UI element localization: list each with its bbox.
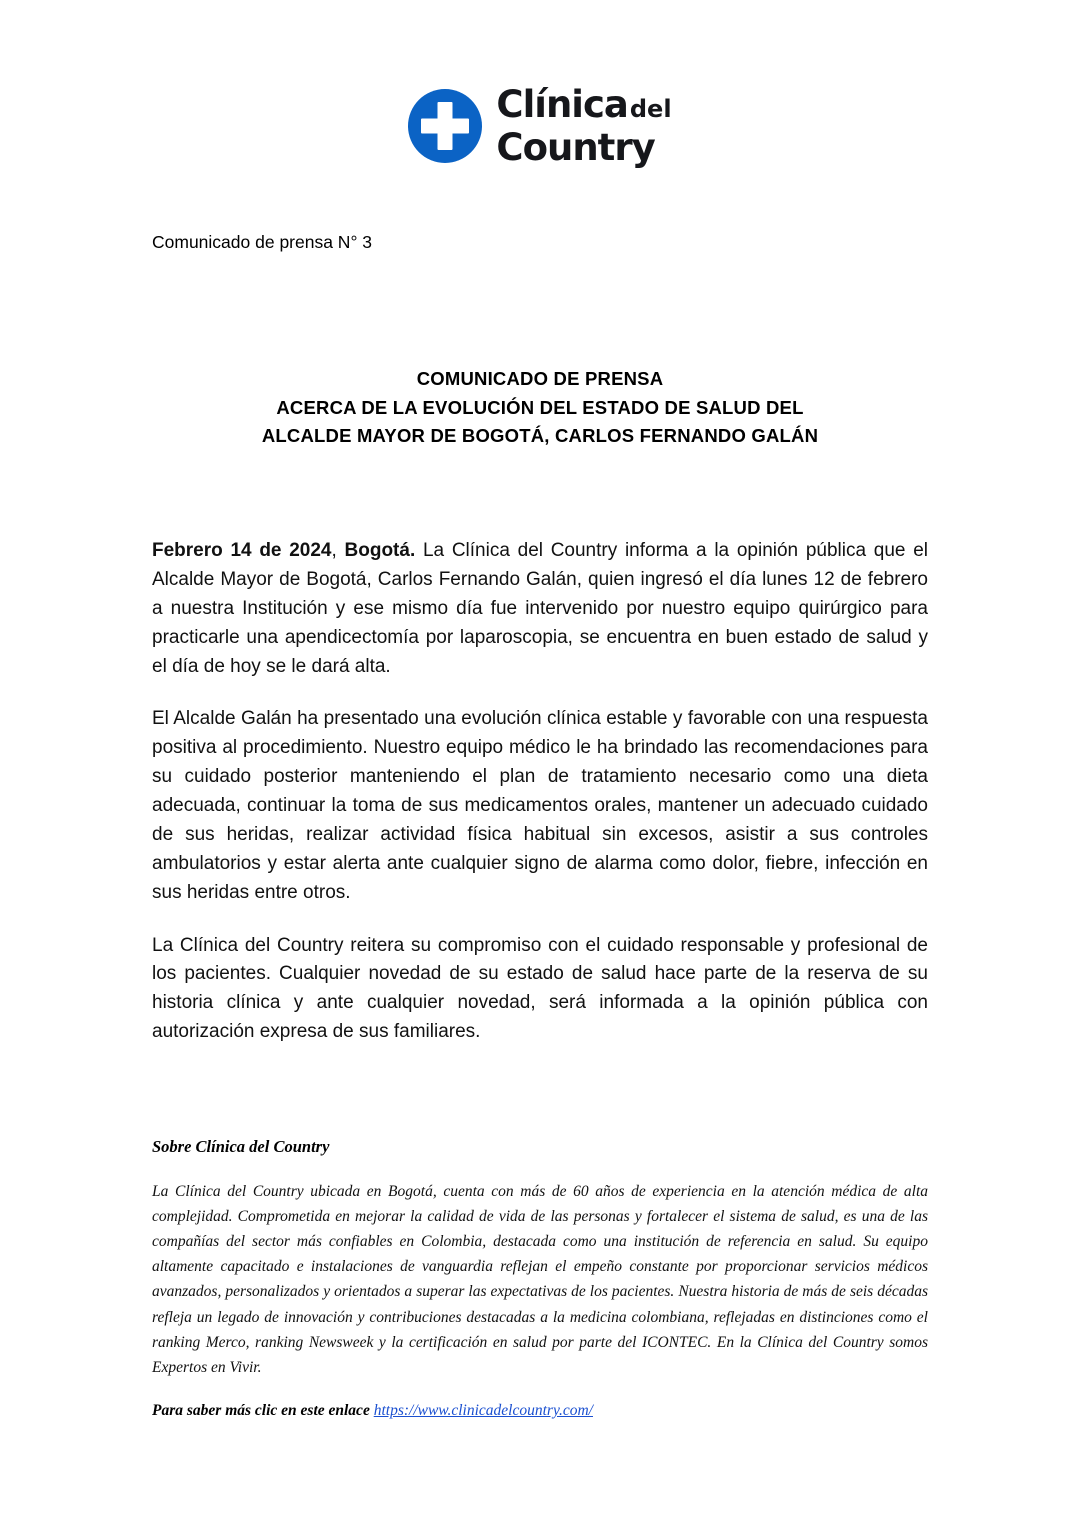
logo-wordmark: [496, 83, 672, 169]
about-section: [152, 1137, 928, 1420]
logo-word-country: Country: [496, 126, 655, 169]
about-text: La Clínica del Country ubicada en Bogotá, cuenta con más de 60 años de experiencia en la atención médica de alta complejidad. Comprometida en mejorar la calidad de vida de las personas y fortalecer el sistema de salud, es una de las compañías del sector más confiables en Colombia, destacada como una institución de referencia en salud. Su equipo altamente capacitado e instalaciones de vanguardia reflejan el empeño constante por proporcionar servicios médicos avanzados, personalizados y orientados a superar las expectativas de los pacientes. Nuestra historia de más de seis décadas refleja un legado de innovación y contribuciones destacadas a la medicina colombiana, reflejadas en distinciones como el ranking Merco, ranking Newsweek y la certificación en salud por parte del ICONTEC. En la Clínica del Country somos Expertos en Vivir.: [152, 1183, 928, 1376]
paragraph-1-separator: ,: [331, 540, 345, 562]
paragraph-1-date: Febrero 14 de 2024: [152, 540, 332, 562]
title-line-2: ACERCA DE LA EVOLUCIÓN DEL ESTADO DE SALUD DEL: [276, 396, 804, 418]
title-line-3: ALCALDE MAYOR DE BOGOTÁ, CARLOS FERNANDO GALÁN: [261, 425, 819, 447]
about-link-prefix: Para saber más clic en este enlace: [152, 1401, 374, 1419]
title-line-1: COMUNICADO DE PRENSA: [416, 368, 664, 389]
clinica-website-link[interactable]: https://www.clinicadelcountry.com/: [373, 1401, 593, 1419]
paragraph-1: [152, 537, 928, 681]
paragraph-1-text: La Clínica del Country informa a la opinión pública que el Alcalde Mayor de Bogotá, Carlos Fernando Galán, quien ingresó el día lunes 12 de febrero a nuestra Institución y ese mismo día fue intervenido por nuestro equipo quirúrgico para practicarle una apendicectomía por laparoscopia, se encuentra en buen estado de salud y el día de hoy se le dará alta.: [152, 540, 928, 677]
clinica-del-country-logo: [0, 0, 1080, 169]
body-paragraphs: [152, 537, 928, 1047]
release-number: Comunicado de prensa N° 3: [152, 232, 373, 252]
about-heading: Sobre Clínica del Country: [152, 1137, 330, 1157]
paragraph-2: El Alcalde Galán ha presentado una evolución clínica estable y favorable con una respuesta positiva al procedimiento. Nuestro equipo médico le ha brindado las recomendaciones para su cuidado posterior manteniendo el plan de tratamiento necesario como una dieta adecuada, continuar la toma de sus medicamentos orales, mantener un adecuado cuidado de sus heridas, realizar actividad física habitual sin excesos, asistir a sus controles ambulatorios y estar alerta ante cualquier signo de alarma como dolor, fiebre, infección en sus heridas entre otros.: [152, 708, 928, 903]
logo-wordmark-line-1: [496, 83, 672, 126]
logo-cross-horizontal: [421, 119, 469, 134]
logo-word-del: del: [629, 95, 672, 123]
paragraph-1-city: Bogotá.: [344, 540, 416, 562]
medical-cross-circle-icon: [408, 89, 482, 163]
about-link-line: [152, 1402, 928, 1420]
document-content: [0, 232, 1080, 1420]
logo-inner: [408, 83, 672, 169]
logo-word-clinica: Clínica: [496, 83, 628, 126]
document-title: [152, 365, 928, 451]
paragraph-3: La Clínica del Country reitera su compromiso con el cuidado responsable y profesional de los pacientes. Cualquier novedad de su estado de salud hace parte de la reserva de su historia clínica y ante cualquier novedad, será informada a la opinión pública con autorización expresa de sus familiares.: [152, 934, 928, 1043]
